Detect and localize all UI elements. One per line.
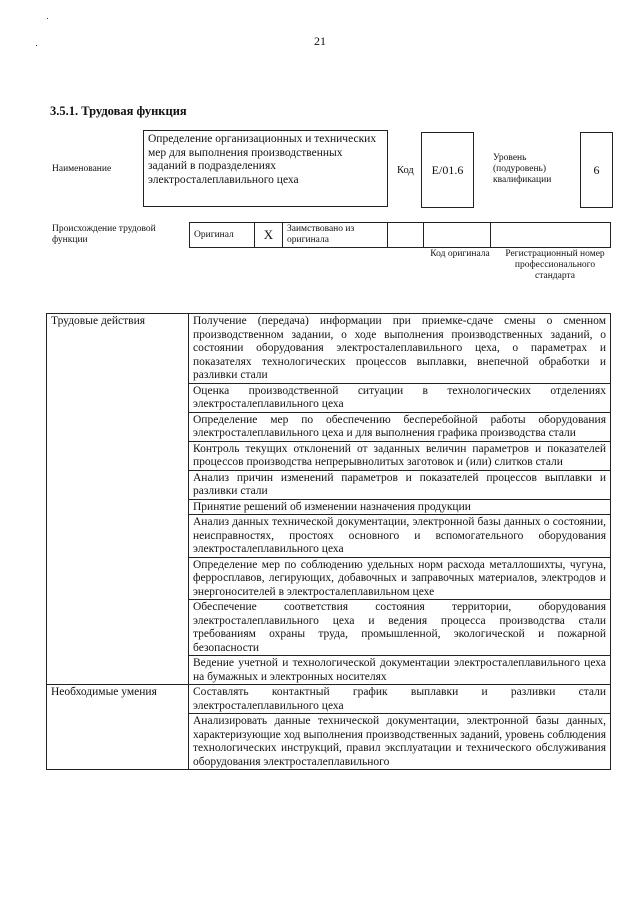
reg-number-label: Регистрационный номер профессионального стандарта bbox=[505, 249, 605, 281]
empty-cell bbox=[388, 223, 424, 248]
skills-label: Необходимые умения bbox=[47, 685, 189, 770]
table-row bbox=[47, 314, 611, 384]
main-table bbox=[46, 313, 611, 770]
labor-action-item: Анализ причин изменений параметров и показателей процессов выплавки и разливки стали bbox=[189, 470, 611, 499]
labor-action-item: Определение мер по обеспечению бесперебойной работы оборудования электросталеплавильного цеха и для выполнения графика производства стали bbox=[189, 412, 611, 441]
function-name-box: Определение организационных и технических мер для выполнения производственных заданий в подразделениях электросталеплавильного цеха bbox=[143, 130, 388, 207]
labor-actions-label: Трудовые действия bbox=[47, 314, 189, 685]
labor-action-item: Принятие решений об изменении назначения продукции bbox=[189, 499, 611, 515]
function-code-box: E/01.6 bbox=[421, 132, 474, 208]
labor-action-item: Оценка производственной ситуации в технологических отделениях электросталеплавильного цеха bbox=[189, 383, 611, 412]
labor-action-item: Анализ данных технической документации, электронной базы данных о состоянии, неисправностях, простоях основного и вспомогательного оборудования электросталеплавильного цеха bbox=[189, 515, 611, 558]
origin-label: Происхождение трудовой функции bbox=[52, 224, 156, 245]
labor-action-item: Контроль текущих отклонений от заданных величин параметров и показателей процессов производства непрерывнолитых заготовок и (или) слитков стали bbox=[189, 441, 611, 470]
skill-item: Составлять контактный график выплавки и разливки стали электросталеплавильного цеха bbox=[189, 685, 611, 714]
code-label: Код bbox=[397, 165, 414, 176]
labor-action-item: Обеспечение соответствия состояния территории, оборудования электросталеплавильного цеха и ведения процесса производства стали требованиям охраны труда, промышленной, экологической и пожарной безопасности bbox=[189, 600, 611, 656]
level-label: Уровень (подуровень) квалификации bbox=[493, 153, 552, 185]
table-row bbox=[47, 685, 611, 714]
original-cell: Оригинал bbox=[190, 223, 255, 248]
labor-action-item: Определение мер по соблюдению удельных норм расхода металлошихты, чугуна, ферросплавов, легирующих, добавочных и заправочных материалов, электродов и энергоносителей в электросталеплавильном цехе bbox=[189, 557, 611, 600]
skill-item: Анализировать данные технической документации, электронной базы данных, характеризующие ход выполнения производственных заданий, уровень соблюдения технологических инструкций, правил эксплуатации и технического обслуживания оборудования электросталеплавильного bbox=[189, 714, 611, 770]
level-value-box: 6 bbox=[580, 132, 613, 208]
original-mark: X bbox=[255, 223, 283, 248]
labor-action-item: Получение (передача) информации при приемке-сдаче смены о сменном производственном задании, о ходе выполнения производственных заданий, о состоянии оборудования электросталеплавильного цеха, о параметрах и показателях технологических процессов выплавки, внепечной обработки и разливки стали bbox=[189, 314, 611, 384]
code-original-cell bbox=[424, 223, 491, 248]
labor-action-item: Ведение учетной и технологической документации электросталеплавильного цеха на бумажных и электронных носителях bbox=[189, 656, 611, 685]
borrowed-cell: Заимствовано из оригинала bbox=[283, 223, 388, 248]
name-label: Наименование bbox=[52, 164, 112, 174]
reg-number-cell bbox=[491, 223, 611, 248]
origin-table bbox=[189, 222, 611, 248]
page-number: 21 bbox=[314, 34, 326, 48]
section-title: 3.5.1. Трудовая функция bbox=[50, 104, 187, 118]
code-original-label: Код оригинала bbox=[430, 249, 490, 259]
scan-speck bbox=[47, 18, 48, 19]
